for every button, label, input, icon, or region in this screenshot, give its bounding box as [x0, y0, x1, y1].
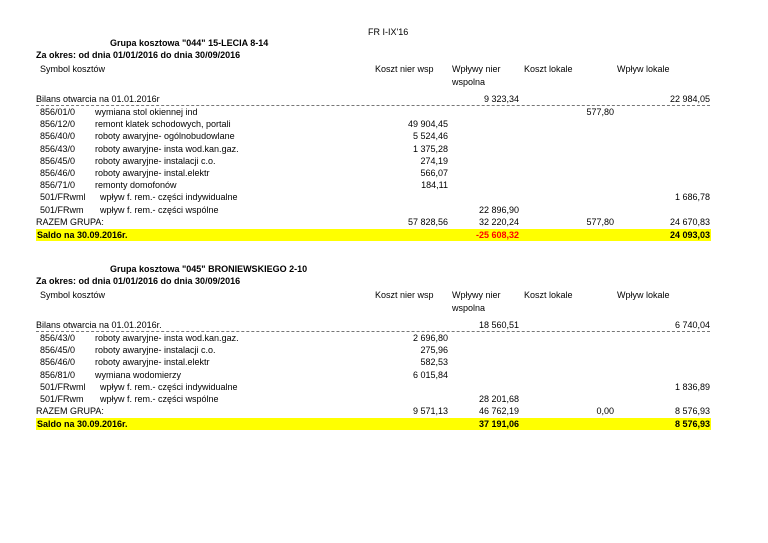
row-description: roboty awaryjne- insta wod.kan.gaz.: [95, 333, 239, 343]
opening-balance-label: Bilans otwarcia na 01.01.2016r.: [36, 320, 162, 330]
row-wplywy-nier: 28 201,68: [478, 394, 519, 404]
row-code: 856/71/0: [40, 180, 76, 190]
total-koszt-lokale: 577,80: [586, 217, 614, 227]
row-description: wpływ f. rem.- części wspólne: [100, 394, 219, 404]
header-wspolna: wspolna: [452, 77, 486, 87]
row-description: wymiana stol okiennej ind: [95, 107, 198, 117]
row-code: 856/12/0: [40, 119, 76, 129]
row-code: 856/01/0: [40, 107, 76, 117]
row-description: roboty awaryjne- ogólnobudowlane: [95, 131, 235, 141]
row-koszt-nier: 49 904,45: [407, 119, 448, 129]
row-description: remonty domofonów: [95, 180, 177, 190]
row-description: wymiana wodomierzy: [95, 370, 182, 380]
row-koszt-nier: 2 696,80: [412, 333, 448, 343]
total-wplyw-lokale: 24 670,83: [669, 217, 710, 227]
row-description: remont klatek schodowych, portali: [95, 119, 231, 129]
group-title: Grupa kosztowa "044" 15-LECIA 8-14: [110, 38, 269, 48]
group-period: Za okres: od dnia 01/01/2016 do dnia 30/09/2016: [36, 50, 241, 60]
row-description: roboty awaryjne- instalacji c.o.: [95, 345, 216, 355]
row-description: roboty awaryjne- insta wod.kan.gaz.: [95, 144, 239, 154]
group-period: Za okres: od dnia 01/01/2016 do dnia 30/09/2016: [36, 276, 241, 286]
header-wplywy-nier: Wpływy nier: [452, 64, 501, 74]
row-koszt-nier: 5 524,46: [412, 131, 448, 141]
page-title: FR I-IX'16: [368, 27, 409, 37]
row-code: 856/40/0: [40, 131, 76, 141]
header-wplywy-nier: Wpływy nier: [452, 290, 501, 300]
row-code: 501/FRwm: [40, 205, 84, 215]
row-code: 856/46/0: [40, 168, 76, 178]
row-code: 856/45/0: [40, 156, 76, 166]
divider: [36, 105, 710, 106]
total-label: RAZEM GRUPA:: [36, 406, 104, 416]
row-code: 856/43/0: [40, 144, 76, 154]
header-symbol: Symbol kosztów: [40, 290, 106, 300]
row-code: 856/43/0: [40, 333, 76, 343]
row-koszt-nier: 275,96: [420, 345, 448, 355]
total-wplywy-nier: 32 220,24: [478, 217, 519, 227]
saldo-wplyw-lokale: 8 576,93: [674, 419, 710, 429]
row-wplyw-lokale: 1 686,78: [674, 192, 710, 202]
row-code: 856/46/0: [40, 357, 76, 367]
saldo-wplywy-nier: 37 191,06: [478, 419, 519, 429]
row-description: wpływ f. rem.- części indywidualne: [100, 192, 238, 202]
saldo-highlight: [36, 229, 711, 241]
row-code: 501/FRwml: [40, 382, 86, 392]
total-koszt-nier: 9 571,13: [412, 406, 448, 416]
opening-balance-label: Bilans otwarcia na 01.01.2016r: [36, 94, 160, 104]
header-symbol: Symbol kosztów: [40, 64, 106, 74]
row-koszt-nier: 274,19: [420, 156, 448, 166]
row-koszt-nier: 1 375,28: [412, 144, 448, 154]
header-koszt-nier: Koszt nier wsp: [375, 290, 434, 300]
header-koszt-lokale: Koszt lokale: [524, 290, 573, 300]
total-koszt-nier: 57 828,56: [407, 217, 448, 227]
row-code: 856/45/0: [40, 345, 76, 355]
total-wplyw-lokale: 8 576,93: [674, 406, 710, 416]
row-code: 501/FRwm: [40, 394, 84, 404]
row-wplyw-lokale: 1 836,89: [674, 382, 710, 392]
header-koszt-lokale: Koszt lokale: [524, 64, 573, 74]
saldo-label: Saldo na 30.09.2016r.: [37, 419, 128, 429]
row-description: wpływ f. rem.- części wspólne: [100, 205, 219, 215]
row-description: roboty awaryjne- instal.elektr: [95, 357, 210, 367]
row-description: wpływ f. rem.- części indywidualne: [100, 382, 238, 392]
opening-wplyw-lokale: 22 984,05: [669, 94, 710, 104]
row-code: 856/81/0: [40, 370, 76, 380]
opening-wplywy-nier: 9 323,34: [483, 94, 519, 104]
row-koszt-nier: 184,11: [421, 180, 448, 190]
row-koszt-nier: 566,07: [420, 168, 448, 178]
saldo-wplywy-nier: -25 608,32: [475, 230, 519, 240]
saldo-label: Saldo na 30.09.2016r.: [37, 230, 128, 240]
row-description: roboty awaryjne- instalacji c.o.: [95, 156, 216, 166]
header-wplyw-lokale: Wpływ lokale: [617, 64, 670, 74]
row-koszt-lokale: 577,80: [586, 107, 614, 117]
saldo-highlight: [36, 418, 711, 430]
opening-wplyw-lokale: 6 740,04: [674, 320, 710, 330]
row-code: 501/FRwml: [40, 192, 86, 202]
row-koszt-nier: 6 015,84: [412, 370, 448, 380]
row-wplywy-nier: 22 896,90: [478, 205, 519, 215]
row-koszt-nier: 582,53: [420, 357, 448, 367]
header-koszt-nier: Koszt nier wsp: [375, 64, 434, 74]
row-description: roboty awaryjne- instal.elektr: [95, 168, 210, 178]
group-title: Grupa kosztowa "045" BRONIEWSKIEGO 2-10: [110, 264, 308, 274]
divider: [36, 331, 710, 332]
total-wplywy-nier: 46 762,19: [478, 406, 519, 416]
header-wspolna: wspolna: [452, 303, 486, 313]
total-koszt-lokale: 0,00: [596, 406, 614, 416]
header-wplyw-lokale: Wpływ lokale: [617, 290, 670, 300]
saldo-wplyw-lokale: 24 093,03: [669, 230, 710, 240]
opening-wplywy-nier: 18 560,51: [478, 320, 519, 330]
total-label: RAZEM GRUPA:: [36, 217, 104, 227]
